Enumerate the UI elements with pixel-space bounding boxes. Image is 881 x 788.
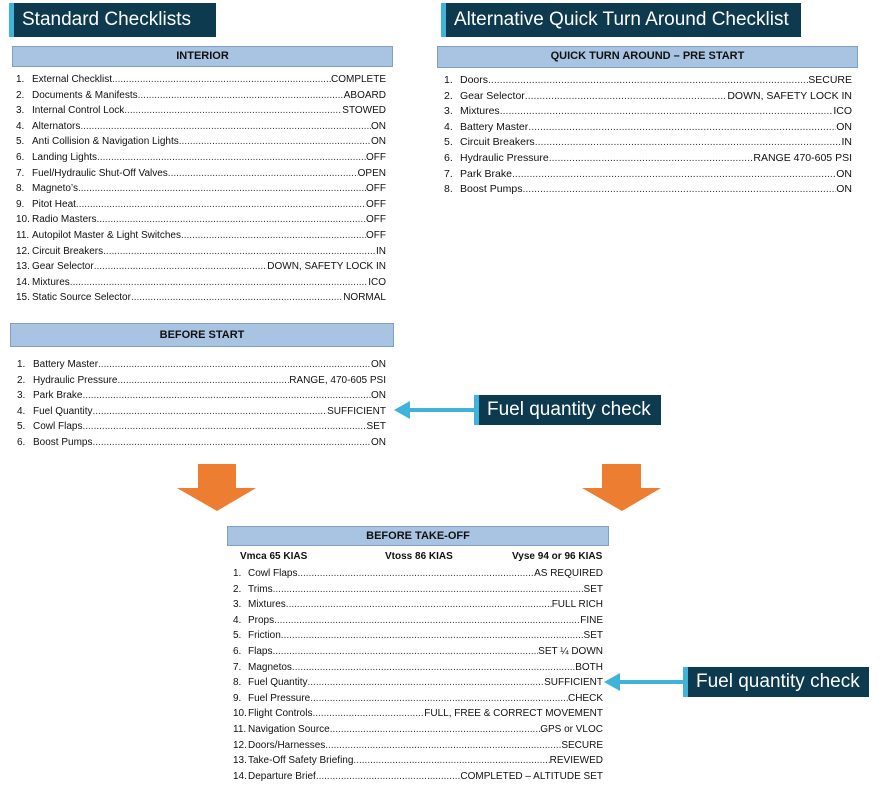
item-number: 1. [16, 74, 25, 85]
item-value: DOWN, SAFETY LOCK IN [267, 261, 386, 273]
item-value: AS REQUIRED [534, 568, 603, 579]
item-number: 14. [16, 276, 30, 288]
item-label: Gear Selector [460, 89, 525, 102]
item-label: Fuel/Hydraulic Shut-Off Valves [32, 167, 168, 179]
item-label: Cowl Flaps [248, 568, 298, 579]
before-start-title: BEFORE START [159, 329, 245, 341]
item-number: 10. [233, 708, 247, 720]
item-label: Gear Selector [32, 261, 94, 273]
item-number: 1. [444, 74, 453, 86]
item-value: OFF [366, 214, 386, 226]
item-number: 4. [16, 120, 25, 132]
item-number: 9. [16, 198, 25, 210]
item-value: ICO [368, 276, 386, 288]
item-number: 6. [233, 645, 242, 657]
pointer-arrow-1 [394, 401, 474, 419]
item-value: SUFFICIENT [544, 677, 603, 689]
item-number: 12. [233, 739, 247, 751]
item-label: Internal Control Lock [32, 105, 125, 117]
item-value: RANGE 470-605 PSI [753, 151, 852, 164]
item-label: Mixtures [248, 599, 286, 611]
before-takeoff-title: BEFORE TAKE-OFF [366, 530, 470, 542]
item-number: 5. [233, 630, 242, 642]
item-value: SUFFICIENT [327, 405, 386, 417]
fuel-quantity-callout-1-text: Fuel quantity check [487, 399, 651, 420]
item-number: 13. [233, 755, 247, 767]
item-number: 6. [16, 151, 25, 163]
item-label: Battery Master [33, 359, 99, 370]
item-label: Anti Collision & Navigation Lights [32, 136, 179, 148]
item-value: ON [371, 359, 386, 370]
item-number: 12. [16, 245, 30, 257]
item-number: 10. [16, 214, 30, 226]
item-label: Mixtures [460, 105, 500, 118]
item-number: 5. [444, 136, 453, 149]
item-number: 1. [233, 568, 242, 579]
item-number: 2. [444, 89, 453, 102]
item-value: FULL RICH [551, 599, 603, 611]
alternative-checklist-title: Alternative Quick Turn Around Checklist [454, 9, 789, 30]
item-label: Fuel Pressure [248, 692, 311, 704]
item-value: DOWN, SAFETY LOCK IN [727, 89, 852, 102]
item-label: Pitot Heat [32, 198, 76, 210]
item-value: ON [371, 436, 386, 448]
item-value: ON [836, 120, 852, 133]
item-number: 2. [17, 374, 26, 386]
item-number: 5. [17, 421, 26, 433]
item-number: 14. [233, 770, 247, 782]
item-label: Alternators [32, 120, 81, 132]
item-number: 7. [16, 167, 25, 179]
standard-checklists-title: Standard Checklists [22, 9, 191, 30]
item-number: 3. [233, 599, 242, 611]
item-value: SET [583, 583, 603, 595]
pointer-arrow-2 [604, 673, 683, 691]
item-number: 4. [233, 614, 242, 626]
item-value: FINE [580, 614, 603, 626]
item-number: 7. [233, 661, 242, 673]
interior-title: INTERIOR [176, 50, 229, 62]
item-value: ON [371, 136, 386, 148]
item-label: Autopilot Master & Light Switches [32, 229, 181, 241]
item-number: 2. [233, 583, 242, 595]
item-label: Static Source Selector [32, 292, 131, 304]
item-value: OFF [366, 151, 386, 163]
item-label: Flight Controls [248, 708, 313, 720]
item-number: 3. [16, 105, 25, 117]
item-label: Navigation Source [248, 723, 330, 735]
item-value: OFF [366, 183, 386, 195]
item-value: SECURE [808, 74, 852, 86]
item-label: Boost Pumps [33, 436, 93, 448]
item-number: 5. [16, 136, 25, 148]
item-label: Cowl Flaps [33, 421, 83, 433]
item-value: GPS or VLOC [540, 723, 603, 735]
item-label: Departure Brief [248, 770, 316, 782]
item-value: ON [371, 390, 386, 402]
item-label: Mixtures [32, 276, 70, 288]
item-value: RANGE, 470-605 PSI [289, 374, 386, 386]
item-value: ABOARD [343, 89, 386, 101]
item-value: CHECK [567, 692, 603, 704]
item-value: ON [371, 120, 386, 132]
item-number: 13. [16, 261, 30, 273]
item-number: 6. [17, 436, 26, 448]
item-label: Magneto’s [32, 183, 78, 195]
item-number: 2. [16, 89, 25, 101]
item-number: 11. [233, 723, 247, 735]
item-label: Doors/Harnesses [248, 739, 326, 751]
item-value: REVIEWED [549, 755, 603, 767]
item-number: 11. [16, 229, 30, 241]
item-label: Flaps [248, 645, 273, 657]
item-value: OPEN [357, 167, 386, 179]
item-label: Doors [460, 74, 489, 86]
item-label: Documents & Manifests [32, 89, 138, 101]
item-value: ICO [833, 105, 852, 118]
speed-vmca: Vmca 65 KIAS [240, 551, 308, 562]
item-value: SET ¼ DOWN [538, 645, 603, 657]
item-label: Circuit Breakers [460, 136, 535, 149]
item-label: Circuit Breakers [32, 245, 104, 257]
item-value: FULL, FREE & CORRECT MOVEMENT [424, 708, 603, 720]
item-number: 1. [17, 359, 26, 370]
item-value: IN [841, 136, 852, 149]
item-value: COMPLETE [330, 74, 386, 85]
item-value: SECURE [561, 739, 603, 751]
item-number: 4. [17, 405, 26, 417]
speed-vtoss: Vtoss 86 KIAS [385, 551, 453, 562]
item-label: Landing Lights [32, 151, 98, 163]
item-label: Fuel Quantity [33, 405, 93, 417]
item-value: SET [583, 630, 603, 642]
item-number: 4. [444, 120, 453, 133]
flow-arrow-right [582, 464, 661, 511]
item-number: 7. [444, 167, 453, 180]
speed-vyse: Vyse 94 or 96 KIAS [512, 551, 603, 562]
item-label: External Checklist [32, 74, 113, 85]
item-label: Trims [248, 583, 273, 595]
item-value: OFF [366, 229, 386, 241]
flow-arrow-left [177, 464, 256, 511]
item-label: Hydraulic Pressure [33, 374, 118, 386]
item-label: Friction [248, 630, 281, 642]
item-value: NORMAL [343, 292, 386, 304]
item-number: 9. [233, 692, 242, 704]
item-label: Fuel Quantity [248, 677, 308, 689]
item-label: Battery Master [460, 120, 529, 133]
item-label: Park Brake [33, 390, 83, 402]
item-value: SET [366, 421, 386, 433]
item-number: 8. [444, 183, 453, 196]
item-label: Take-Off Safety Briefing [248, 755, 354, 767]
fuel-quantity-callout-2-text: Fuel quantity check [696, 671, 860, 692]
item-number: 3. [17, 390, 26, 402]
item-number: 15. [16, 292, 30, 304]
item-value: OFF [366, 198, 386, 210]
item-value: ON [836, 167, 852, 180]
item-label: Props [248, 614, 275, 626]
item-value: COMPLETED – ALTITUDE SET [460, 770, 603, 782]
item-number: 3. [444, 105, 453, 118]
item-value: STOWED [342, 105, 386, 117]
item-number: 8. [233, 677, 242, 689]
item-value: IN [376, 245, 386, 257]
item-label: Park Brake [460, 167, 512, 180]
item-value: ON [836, 183, 852, 196]
item-value: BOTH [575, 661, 603, 673]
item-label: Radio Masters [32, 214, 97, 226]
item-number: 6. [444, 151, 453, 164]
item-label: Boost Pumps [460, 183, 523, 196]
item-number: 8. [16, 183, 25, 195]
quick-turn-title: QUICK TURN AROUND – PRE START [550, 50, 745, 62]
item-label: Magnetos [248, 661, 292, 673]
item-label: Hydraulic Pressure [460, 151, 549, 164]
